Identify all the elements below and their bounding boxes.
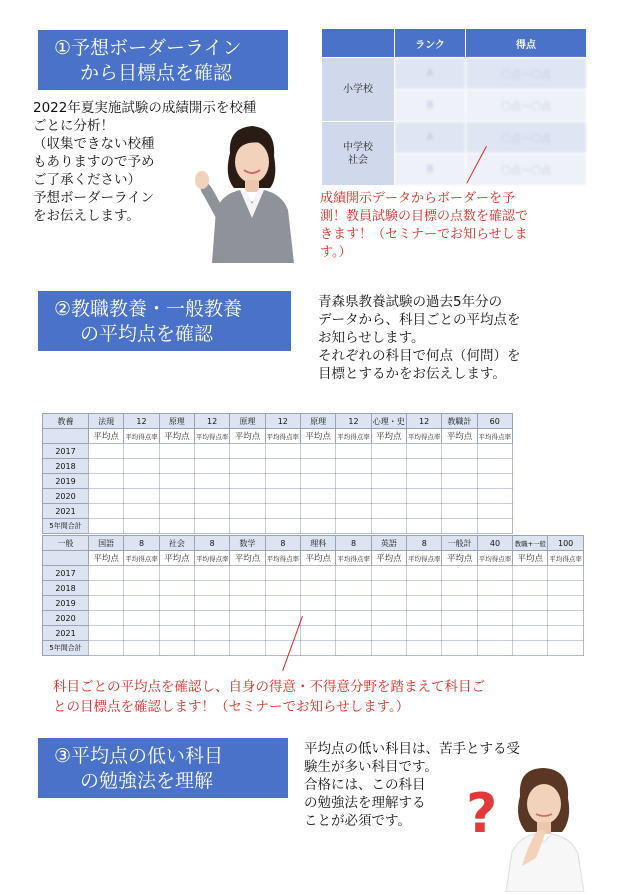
table-subheader-cell: 平均得点率 [194, 429, 229, 444]
section2-title-line1: ②教職教養・一般教養 [54, 298, 243, 320]
table-header-cell: 12 [194, 414, 229, 429]
table-row-label: 2020 [43, 489, 89, 504]
rank-cell: A [395, 122, 466, 154]
table-row-label: 2020 [43, 611, 89, 626]
table-data-cell [513, 611, 548, 626]
table-data-cell [124, 444, 159, 459]
table-data-cell [230, 474, 265, 489]
table-data-cell [442, 641, 477, 656]
table-row-label: 5年間合計 [43, 641, 89, 656]
section2-body [318, 293, 521, 383]
table-data-cell [548, 611, 583, 626]
table-data-cell [477, 489, 512, 504]
table-data-cell [124, 581, 159, 596]
table-data-cell [406, 504, 441, 519]
table-subheader-cell: 平均点 [230, 551, 265, 566]
kyoyo-score-table [42, 413, 513, 534]
table-data-cell [442, 489, 477, 504]
table-section-label: 教養 [43, 414, 89, 429]
table-data-cell [124, 459, 159, 474]
table-header-cell: 原理 [230, 414, 265, 429]
section3-banner [38, 738, 288, 798]
table-header-cell: 心理・史 [371, 414, 406, 429]
table-data-cell [195, 566, 230, 581]
table-header-cell: 8 [124, 536, 159, 551]
table-data-cell [477, 504, 512, 519]
table-subheader-cell: 平均点 [442, 551, 477, 566]
table-header-cell: 12 [124, 414, 159, 429]
table-row-label: 2021 [43, 504, 89, 519]
table-data-cell [124, 519, 159, 534]
table-data-cell [442, 474, 477, 489]
section2-body-line: それぞれの科目で何点（何問）を [318, 348, 521, 364]
table-subheader-cell [43, 551, 89, 566]
section1-note-line: す。） [320, 245, 352, 260]
table-data-cell [230, 596, 265, 611]
table-data-cell [124, 489, 159, 504]
table-data-cell [159, 474, 194, 489]
table-data-cell [477, 596, 512, 611]
table-data-cell [442, 504, 477, 519]
score-cell: 〇点～〇点 [466, 58, 587, 90]
table-subheader-cell: 平均得点率 [406, 429, 441, 444]
table-subheader-cell: 平均点 [371, 551, 406, 566]
table-row-label: 2017 [43, 566, 89, 581]
table-data-cell [513, 581, 548, 596]
table-data-cell [89, 519, 124, 534]
table-subheader-cell: 平均得点率 [336, 551, 371, 566]
table-subheader-cell: 平均得点率 [124, 551, 159, 566]
table-data-cell [230, 566, 265, 581]
section2-body-line: 青森県教養試験の過去5年分の [318, 294, 503, 310]
table-data-cell [301, 596, 336, 611]
table-data-cell [159, 581, 194, 596]
table-data-cell [513, 596, 548, 611]
table-data-cell [301, 626, 336, 641]
rank-table-corner [322, 29, 395, 58]
table-data-cell [265, 596, 300, 611]
table-data-cell [371, 489, 406, 504]
section3-title-line1: ③平均点の低い科目 [54, 745, 224, 767]
table-data-cell [195, 611, 230, 626]
table-data-cell [336, 581, 371, 596]
table-row-label: 2018 [43, 459, 89, 474]
table-data-cell [265, 504, 300, 519]
table-data-cell [265, 519, 300, 534]
section1-body-line: ごとに分析！ [33, 118, 114, 134]
section2-note-line: 科目ごとの平均点を確認し、自身の得意・不得意分野を踏まえて科目ご [53, 679, 485, 695]
table-data-cell [194, 444, 229, 459]
table-data-cell [371, 581, 406, 596]
table-data-cell [89, 566, 124, 581]
table-row-label: 5年間合計 [43, 519, 89, 534]
table-data-cell [265, 566, 300, 581]
rank-cell: A [395, 58, 466, 90]
table-header-cell: 英語 [371, 536, 406, 551]
table-subheader-cell: 平均得点率 [265, 551, 300, 566]
table-data-cell [406, 444, 441, 459]
table-data-cell [477, 626, 512, 641]
section2-title-line2: の平均点を確認 [80, 323, 214, 345]
table-data-cell [265, 444, 300, 459]
table-data-cell [442, 611, 477, 626]
woman-presenting-illustration [190, 118, 310, 263]
table-data-cell [406, 459, 441, 474]
section1-note [320, 190, 528, 262]
table-data-cell [301, 611, 336, 626]
table-data-cell [406, 519, 441, 534]
section1-title-line1: ①予想ボーダーライン [54, 37, 242, 59]
table-data-cell [159, 641, 194, 656]
table-data-cell [124, 596, 159, 611]
table-data-cell [477, 459, 512, 474]
table-subheader-cell: 平均点 [230, 429, 265, 444]
table-data-cell [301, 581, 336, 596]
table-data-cell [407, 596, 442, 611]
table-data-cell [300, 489, 335, 504]
table-header-cell: 12 [265, 414, 300, 429]
table-data-cell [301, 641, 336, 656]
table-row-label: 2017 [43, 444, 89, 459]
table-data-cell [230, 641, 265, 656]
section1-note-line: 測！教員試験の目標の点数を確認で [320, 209, 529, 224]
table-data-cell [406, 489, 441, 504]
section2-body-line: データから、科目ごとの平均点を [318, 312, 521, 328]
section3-body-line: の勉強法を理解する [304, 795, 426, 811]
table-row-label: 2019 [43, 596, 89, 611]
table-data-cell [336, 459, 371, 474]
table-data-cell [265, 474, 300, 489]
table-data-cell [159, 596, 194, 611]
table-data-cell [548, 626, 583, 641]
table-data-cell [89, 504, 124, 519]
section3-body-line: 平均点の低い科目は、苦手とする受 [304, 741, 520, 757]
table-header-cell: 12 [406, 414, 441, 429]
table-data-cell [301, 566, 336, 581]
table-data-cell [336, 519, 371, 534]
table-data-cell [371, 444, 406, 459]
table-data-cell [195, 596, 230, 611]
table-data-cell [265, 641, 300, 656]
table-data-cell [548, 596, 583, 611]
table-data-cell [89, 459, 124, 474]
section1-body-line: もありますので予め [33, 154, 155, 170]
svg-text:?: ? [466, 782, 498, 845]
section1-body-line: （収集できない校種 [33, 136, 155, 152]
table-data-cell [371, 596, 406, 611]
rank-cell: B [395, 90, 466, 122]
table-data-cell [159, 459, 194, 474]
section1-body-line: 予想ボーダーライン [33, 190, 155, 206]
table-data-cell [406, 474, 441, 489]
table-data-cell [89, 641, 124, 656]
score-cell: 〇点～〇点 [466, 154, 587, 186]
ippan-score-table [42, 535, 584, 656]
table-data-cell [194, 474, 229, 489]
table-data-cell [371, 641, 406, 656]
table-data-cell [442, 581, 477, 596]
table-data-cell [336, 626, 371, 641]
table-data-cell [407, 641, 442, 656]
table-subheader-cell: 平均得点率 [548, 551, 583, 566]
table-data-cell [89, 444, 124, 459]
table-data-cell [300, 444, 335, 459]
table-data-cell [442, 626, 477, 641]
table-data-cell [513, 626, 548, 641]
table-header-cell: 国語 [89, 536, 124, 551]
table-data-cell [230, 519, 265, 534]
table-data-cell [513, 566, 548, 581]
table-data-cell [230, 581, 265, 596]
table-subheader-cell: 平均得点率 [195, 551, 230, 566]
table-header-cell: 原理 [300, 414, 335, 429]
section1-title-line2: から目標点を確認 [80, 62, 233, 84]
woman-thinking-illustration [462, 762, 592, 892]
table-data-cell [548, 641, 583, 656]
table-data-cell [230, 626, 265, 641]
table-data-cell [159, 504, 194, 519]
table-data-cell [300, 459, 335, 474]
table-data-cell [407, 581, 442, 596]
score-header: 得点 [466, 29, 587, 58]
table-header-cell: 原理 [159, 414, 194, 429]
table-data-cell [371, 474, 406, 489]
table-header-cell: 8 [336, 536, 371, 551]
table-data-cell [548, 581, 583, 596]
table-subheader-cell: 平均得点率 [477, 429, 512, 444]
table-data-cell [159, 611, 194, 626]
table-header-cell: 100 [548, 536, 583, 551]
table-subheader-cell: 平均点 [159, 429, 194, 444]
table-data-cell [89, 596, 124, 611]
table-data-cell [265, 459, 300, 474]
table-data-cell [159, 566, 194, 581]
table-header-cell: 12 [336, 414, 371, 429]
table-header-cell: 教職+一般 [513, 536, 548, 551]
table-data-cell [124, 504, 159, 519]
table-data-cell [159, 519, 194, 534]
table-data-cell [194, 459, 229, 474]
section1-note-line: きます！（セミナーでお知らせしま [320, 227, 528, 242]
table-data-cell [265, 611, 300, 626]
table-data-cell [477, 519, 512, 534]
section2-note-line: との目標点を確認します！（セミナーでお知らせします。） [53, 699, 410, 715]
table-data-cell [442, 566, 477, 581]
table-subheader-cell: 平均点 [89, 429, 124, 444]
table-data-cell [300, 474, 335, 489]
table-row-label: 2019 [43, 474, 89, 489]
table-row-label: 2021 [43, 626, 89, 641]
table-subheader-cell: 平均点 [513, 551, 548, 566]
table-subheader-cell: 平均得点率 [407, 551, 442, 566]
section1-banner [38, 30, 288, 90]
table-header-cell: 一般計 [442, 536, 477, 551]
table-data-cell [477, 611, 512, 626]
table-header-cell: 8 [265, 536, 300, 551]
table-data-cell [89, 611, 124, 626]
rank-cell: B [395, 154, 466, 186]
table-data-cell [477, 474, 512, 489]
table-header-cell: 60 [477, 414, 512, 429]
table-data-cell [477, 641, 512, 656]
table-data-cell [371, 519, 406, 534]
table-data-cell [513, 641, 548, 656]
table-data-cell [407, 611, 442, 626]
rank-row-label: 小学校 [322, 58, 395, 122]
section2-note [53, 677, 485, 717]
section1-note-line: 成績開示データからボーダーを予 [320, 191, 516, 206]
table-row-label: 2018 [43, 581, 89, 596]
table-data-cell [195, 581, 230, 596]
section3-body-line: ことが必須です。 [304, 813, 411, 829]
table-data-cell [371, 504, 406, 519]
section3-body-line: 合格には、この科目 [304, 777, 426, 793]
table-data-cell [124, 474, 159, 489]
table-data-cell [336, 444, 371, 459]
table-data-cell [477, 581, 512, 596]
table-subheader-cell: 平均点 [371, 429, 406, 444]
table-header-cell: 社会 [159, 536, 194, 551]
section2-body-line: お知らせします。 [318, 330, 425, 346]
table-data-cell [265, 489, 300, 504]
rank-row-label: 中学校 社会 [322, 122, 395, 186]
table-data-cell [407, 626, 442, 641]
table-subheader-cell: 平均点 [300, 429, 335, 444]
table-section-label: 一般 [43, 536, 89, 551]
table-subheader-cell: 平均点 [301, 551, 336, 566]
table-data-cell [548, 566, 583, 581]
table-data-cell [442, 519, 477, 534]
rank-header: ランク [395, 29, 466, 58]
table-data-cell [371, 626, 406, 641]
section1-body-line: 2022年夏実施試験の成績開示を校種 [33, 100, 257, 116]
table-data-cell [124, 626, 159, 641]
table-header-cell: 8 [195, 536, 230, 551]
table-data-cell [89, 626, 124, 641]
table-subheader-cell: 平均点 [89, 551, 124, 566]
table-data-cell [336, 611, 371, 626]
table-data-cell [371, 611, 406, 626]
table-header-cell: 法規 [89, 414, 124, 429]
table-data-cell [407, 566, 442, 581]
table-data-cell [442, 459, 477, 474]
table-data-cell [230, 504, 265, 519]
table-data-cell [89, 581, 124, 596]
table-data-cell [194, 504, 229, 519]
table-data-cell [300, 519, 335, 534]
table-data-cell [265, 581, 300, 596]
table-data-cell [124, 566, 159, 581]
table-subheader-cell: 平均得点率 [477, 551, 512, 566]
table-data-cell [371, 566, 406, 581]
table-data-cell [159, 626, 194, 641]
table-data-cell [89, 474, 124, 489]
table-subheader-cell [43, 429, 89, 444]
table-header-cell: 理科 [301, 536, 336, 551]
table-data-cell [89, 489, 124, 504]
table-data-cell [230, 444, 265, 459]
table-header-cell: 数学 [230, 536, 265, 551]
table-data-cell [477, 566, 512, 581]
table-header-cell: 教職計 [442, 414, 477, 429]
table-data-cell [230, 459, 265, 474]
table-data-cell [336, 489, 371, 504]
table-data-cell [194, 489, 229, 504]
table-data-cell [442, 596, 477, 611]
table-subheader-cell: 平均点 [159, 551, 194, 566]
table-header-cell: 8 [407, 536, 442, 551]
section2-banner [38, 291, 291, 351]
table-data-cell [336, 504, 371, 519]
section1-body-line: をお伝えします。 [33, 208, 140, 224]
table-data-cell [230, 611, 265, 626]
table-data-cell [477, 444, 512, 459]
score-cell: 〇点～〇点 [466, 122, 587, 154]
table-data-cell [159, 444, 194, 459]
section3-title-line2: の勉強法を理解 [80, 770, 214, 792]
table-data-cell [336, 641, 371, 656]
table-header-cell: 40 [477, 536, 512, 551]
table-data-cell [336, 566, 371, 581]
table-data-cell [124, 641, 159, 656]
table-data-cell [195, 626, 230, 641]
score-cell: 〇点～〇点 [466, 90, 587, 122]
table-data-cell [195, 641, 230, 656]
table-data-cell [194, 519, 229, 534]
table-subheader-cell: 平均得点率 [124, 429, 159, 444]
table-subheader-cell: 平均得点率 [336, 429, 371, 444]
table-data-cell [442, 444, 477, 459]
table-data-cell [159, 489, 194, 504]
section2-body-line: 目標とするかをお伝えします。 [318, 366, 506, 382]
section3-body-line: 験生が多い科目です。 [304, 759, 438, 775]
table-subheader-cell: 平均点 [442, 429, 477, 444]
rank-table [321, 28, 587, 186]
table-data-cell [336, 596, 371, 611]
section1-body-line: ご了承ください） [33, 172, 141, 188]
table-subheader-cell: 平均得点率 [265, 429, 300, 444]
table-data-cell [371, 459, 406, 474]
table-data-cell [230, 489, 265, 504]
table-data-cell [124, 611, 159, 626]
table-data-cell [300, 504, 335, 519]
table-data-cell [336, 474, 371, 489]
